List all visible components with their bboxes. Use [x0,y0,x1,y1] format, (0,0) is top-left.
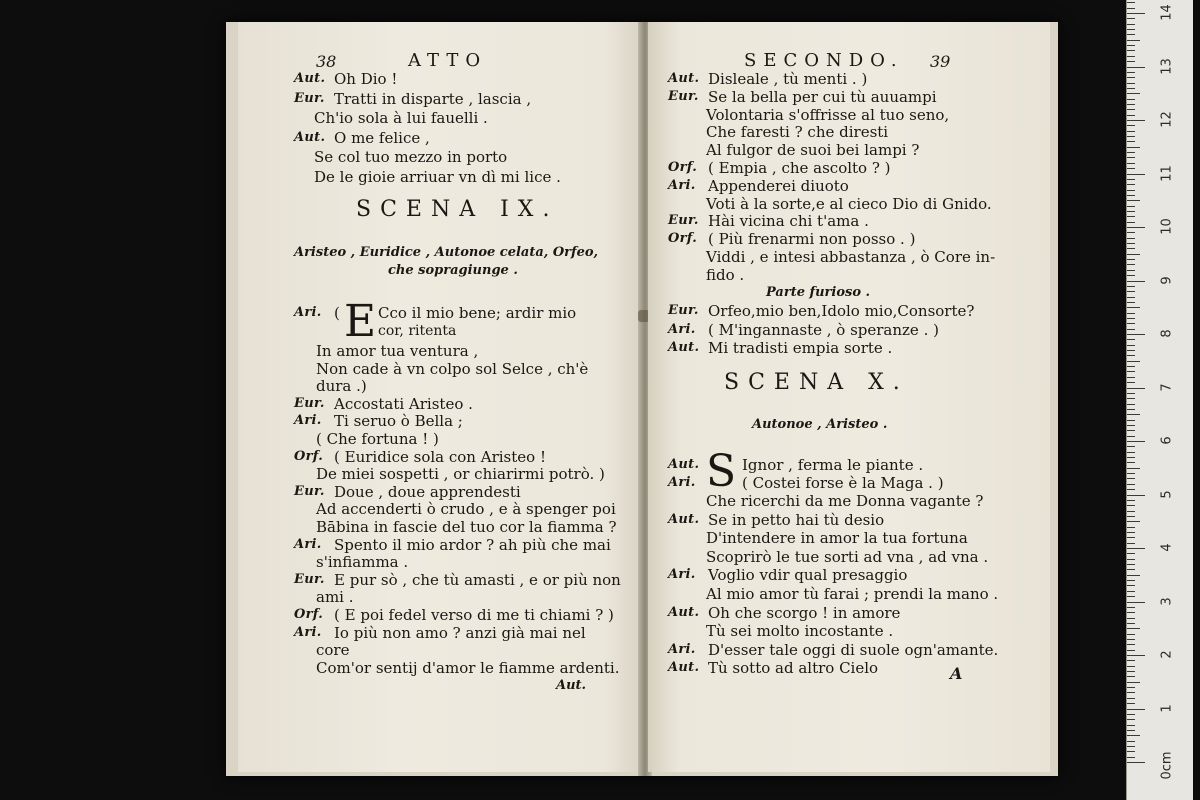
ruler-tick [1127,420,1135,421]
speaker-label: Ari. [294,305,322,320]
ruler-tick [1127,634,1135,635]
ruler-tick [1127,484,1135,485]
text-line: D'esser tale oggi di suole ogn'amante. [708,640,999,659]
ruler-tick [1127,532,1135,533]
ruler-tick [1127,50,1135,51]
ruler-tick [1127,302,1135,303]
ruler-tick [1127,206,1135,207]
ruler-tick [1127,639,1135,640]
ruler-tick [1127,259,1135,260]
text-line: ( Euridice sola con Aristeo ! [334,447,546,466]
text-line: O me felice , [334,128,430,147]
text-line: Ignor , ferma le piante . [742,456,924,474]
speaker-label: Eur. [294,571,325,587]
ruler-tick [1127,628,1140,629]
ruler-tick [1127,345,1135,346]
speaker-label: Aut. [668,71,700,86]
ruler-tick [1127,275,1135,276]
speaker-label: Orf. [294,448,324,464]
ruler-label: 4 [1159,543,1175,552]
ruler-tick [1127,99,1135,100]
text-line: Viddi , e intesi abbastanza , ò Core in- [706,248,996,266]
ruler-tick [1127,334,1145,335]
ruler-tick [1127,671,1135,672]
characters-list: Aristeo , Euridice , Autonoe celata, Orfeo, [294,245,599,260]
ruler-tick [1127,355,1135,356]
speaker-label: Orf. [668,160,698,175]
ruler-tick [1127,543,1135,544]
ruler-tick [1127,735,1140,736]
ruler-tick [1127,125,1135,126]
text-line: ( E poi fedel verso di me ti chiami ? ) [334,606,614,624]
drop-cap: S [706,446,737,497]
speaker-label: Aut. [294,71,326,86]
text-line: ( Costei forse è la Maga . ) [742,474,944,492]
stage-direction: Parte furioso . [766,285,871,300]
text-line: Voglio vdir qual presaggio [708,566,908,585]
ruler-tick [1127,216,1135,217]
ruler-tick [1127,29,1135,30]
text-line: Che faresti ? che diresti [706,123,889,142]
text-line: Disleale , tù menti . ) [708,70,868,88]
speaker-label: Ari. [294,413,322,429]
text-line: ( Più frenarmi non posso . ) [708,230,916,249]
ruler-tick [1127,2,1135,3]
text-line: Doue , doue apprendesti [334,482,521,501]
ruler-tick [1127,318,1135,319]
ruler-tick [1127,596,1135,597]
text-line: Mi tradisti empia sorte . [708,339,893,357]
text-line: Spento il mio ardor ? ah più che mai [334,535,611,554]
paren-open: ( [334,304,340,322]
ruler-tick [1127,8,1135,9]
ruler-tick [1127,559,1135,560]
ruler-tick [1127,644,1135,645]
speaker-label: Eur. [294,483,325,499]
ruler-tick [1127,307,1140,308]
ruler-tick [1127,575,1140,576]
ruler-tick [1127,313,1135,314]
text-line: Ch'io sola à lui fauelli . [314,109,488,127]
running-head: ATTO [408,50,488,71]
text-line: De miei sospetti , or chiarirmi potrò. ) [316,465,605,484]
ruler-tick [1127,168,1135,169]
speaker-label: Aut. [668,604,700,620]
ruler-tick [1127,195,1135,196]
text-line: Tratti in disparte , lascia , [334,89,532,108]
ruler-tick [1127,719,1135,720]
ruler-tick [1127,93,1140,94]
ruler-tick [1127,136,1135,137]
ruler-label: 14 [1159,4,1175,21]
text-line: Se la bella per cui tù auuampi [708,87,937,106]
text-line: Cco il mio bene; ardir mio [378,304,577,322]
ruler-tick [1127,682,1140,683]
measurement-ruler [1126,0,1193,800]
ruler-tick [1127,714,1135,715]
ruler-tick [1127,24,1135,25]
text-line: Hài vicina chi t'ama . [708,212,869,231]
speaker-label: Orf. [294,607,324,622]
text-line: s'infiamma . [316,553,409,572]
speaker-label: Ari. [668,641,696,657]
ruler-tick [1127,618,1135,619]
ruler-tick [1127,13,1145,14]
ruler-tick [1127,104,1135,105]
speaker-label: Aut. [668,660,700,676]
speaker-label: Ari. [294,624,322,640]
speaker-label: Eur. [294,395,325,411]
text-line: Voti à la sorte,e al cieco Dio di Gnido. [706,194,992,213]
text-line: core [316,641,350,660]
ruler-label: 3 [1159,596,1175,606]
speaker-label: Aut. [668,457,700,472]
ruler-tick [1127,425,1135,426]
ruler-tick [1127,88,1135,89]
speaker-label: Orf. [668,231,698,247]
ruler-label: 12 [1159,111,1175,128]
page-number: 38 [316,52,337,71]
open-book [226,22,1058,776]
text-line: Appenderei diuoto [708,176,849,195]
ruler-tick [1127,147,1140,148]
ruler-tick [1127,56,1135,57]
ruler-tick [1127,339,1135,340]
speaker-label: Ari. [668,475,696,490]
ruler-tick [1127,430,1135,431]
text-line: fido . [706,265,745,284]
ruler-label: 11 [1159,164,1175,182]
ruler-tick [1127,762,1145,763]
ruler-tick [1127,398,1135,399]
ruler-tick [1127,184,1135,185]
text-line: ( Empia , che ascolto ? ) [708,159,891,177]
ruler-tick [1127,687,1135,688]
scene-title: SCENA X. [724,370,909,395]
ruler-label: 9 [1159,275,1175,285]
ruler-label: 1 [1159,703,1175,713]
ruler-tick [1127,489,1135,490]
ruler-tick [1127,388,1145,389]
ruler-tick [1127,83,1135,84]
ruler-tick [1127,607,1135,608]
ruler-tick [1127,371,1135,372]
ruler-tick [1127,730,1135,731]
ruler-tick [1127,377,1135,378]
page-number: 39 [930,52,951,71]
ruler-tick [1127,602,1145,603]
drop-cap: E [344,296,377,347]
ruler-tick [1127,248,1135,249]
ruler-tick [1127,40,1140,41]
running-head: SECONDO. [744,50,904,71]
text-line: Ad accenderti ò crudo , e à spenger poi [316,500,616,519]
ruler-tick [1127,612,1135,613]
ruler-tick [1127,393,1135,394]
ruler-label: 8 [1159,329,1175,338]
ruler-tick [1127,34,1135,35]
scene-title: SCENA IX. [356,197,559,222]
ruler-label: 6 [1159,436,1175,445]
speaker-label: Aut. [668,511,700,527]
ruler-tick [1127,414,1140,415]
ruler-tick [1127,553,1135,554]
text-line: ami . [316,588,354,607]
characters-list-cont: che sopragiunge . [388,263,518,278]
left-page [238,22,644,772]
ruler-tick [1127,462,1135,463]
ruler-tick [1127,751,1135,752]
text-line: Oh Dio ! [334,70,398,88]
text-line: dura .) [316,377,367,396]
ruler-tick [1127,232,1135,233]
speaker-label: Eur. [668,303,699,318]
ruler-tick [1127,238,1135,239]
text-line: Non cade à vn colpo sol Selce , ch'è [316,359,589,378]
text-line: Com'or sentij d'amor le fiamme ardenti. [316,658,620,677]
ruler-tick [1127,222,1135,223]
ruler-tick [1127,452,1135,453]
text-line: Al fulgor de suoi bei lampi ? [706,141,920,160]
ruler-tick [1127,323,1135,324]
ruler-tick [1127,436,1135,437]
ruler-label: 5 [1159,489,1175,499]
text-line: Ti seruo ò Bella ; [334,412,463,431]
text-line: Io più non amo ? anzi già mai nel [334,623,586,642]
ruler-tick [1127,77,1135,78]
ruler-tick [1127,468,1140,469]
text-line: Se col tuo mezzo in porto [314,148,508,166]
ruler-tick [1127,441,1145,442]
text-line: In amor tua ventura , [316,342,479,360]
ruler-tick [1127,495,1145,496]
speaker-label: Ari. [668,567,696,583]
text-line: Accostati Aristeo . [334,394,473,413]
ruler-tick [1127,211,1135,212]
ruler-tick [1127,709,1145,710]
ruler-tick [1127,281,1145,282]
speaker-label: Aut. [668,340,700,355]
ruler-tick [1127,200,1140,201]
ruler-tick [1127,141,1135,142]
ruler-tick [1127,109,1135,110]
speaker-label: Eur. [668,213,699,229]
ruler-tick [1127,591,1135,592]
ruler-tick [1127,61,1135,62]
text-line: E pur sò , che tù amasti , e or più non [334,570,621,589]
ruler-tick [1127,179,1135,180]
ruler-tick [1127,227,1145,228]
ruler-tick [1127,409,1135,410]
text-line: Scoprirò le tue sorti ad vna , ad vna . [706,547,989,566]
ruler-tick [1127,163,1135,164]
text-line: Volontaria s'offrisse al tuo seno, [706,105,950,124]
ruler-tick [1127,473,1135,474]
ruler-label: 10 [1159,218,1175,235]
text-line: Tù sotto ad altro Cielo [708,659,879,678]
ruler-tick [1127,446,1135,447]
catchword: A [950,664,963,683]
ruler-label: 0cm [1159,751,1175,780]
speaker-label: Ari. [668,177,696,193]
ruler-tick [1127,757,1135,758]
ruler-tick [1127,264,1135,265]
ruler-tick [1127,623,1135,624]
speaker-label: Ari. [294,536,322,552]
ruler-tick [1127,746,1135,747]
speaker-label: Eur. [668,88,699,104]
ruler-tick [1127,190,1135,191]
text-line: D'intendere in amor la tua fortuna [706,529,968,548]
ruler-tick [1127,157,1135,158]
ruler-label: 13 [1159,57,1175,75]
ruler-tick [1127,382,1135,383]
ruler-tick [1127,457,1135,458]
ruler-label: 2 [1159,650,1175,659]
text-line: Oh che scorgo ! in amore [708,603,901,622]
ruler-tick [1127,692,1135,693]
ruler-tick [1127,725,1135,726]
text-line: ( M'ingannaste , ò speranze . ) [708,320,939,339]
ruler-tick [1127,511,1135,512]
ruler-tick [1127,655,1145,656]
ruler-tick [1127,152,1135,153]
ruler-tick [1127,703,1135,704]
ruler-tick [1127,521,1140,522]
ruler-tick [1127,366,1135,367]
text-line: ( Che fortuna ! ) [316,430,439,448]
ruler-tick [1127,350,1135,351]
ruler-tick [1127,297,1135,298]
ruler-tick [1127,548,1145,549]
ruler-tick [1127,585,1135,586]
text-line: Orfeo,mio ben,Idolo mio,Consorte? [708,302,975,320]
ruler-tick [1127,741,1135,742]
ruler-tick [1127,500,1135,501]
text-line: Al mio amor tù farai ; prendi la mano . [706,585,999,603]
ruler-tick [1127,243,1135,244]
ruler-tick [1127,270,1135,271]
ruler-tick [1127,527,1135,528]
text-line: De le gioie arriuar vn dì mi lice . [314,167,561,186]
ruler-tick [1127,115,1135,116]
characters-list: Autonoe , Aristeo . [752,417,888,432]
ruler-tick [1127,131,1135,132]
ruler-tick [1127,67,1145,68]
ruler-tick [1127,580,1135,581]
ruler-tick [1127,45,1135,46]
ruler-tick [1127,478,1135,479]
text-line: cor, ritenta [378,323,457,339]
text-line: Tù sei molto incostante . [706,622,894,641]
text-line: Bābina in fascie del tuo cor la fiamma ? [316,518,617,536]
ruler-label: 7 [1159,382,1175,392]
ruler-tick [1127,505,1135,506]
ruler-tick [1127,174,1145,175]
ruler-tick [1127,72,1135,73]
ruler-tick [1127,537,1135,538]
ruler-tick [1127,120,1145,121]
ruler-tick [1127,404,1135,405]
ruler-tick [1127,660,1135,661]
ruler-tick [1127,516,1135,517]
ruler-tick [1127,650,1135,651]
catchword: Aut. [556,678,587,693]
ruler-tick [1127,698,1135,699]
ruler-tick [1127,286,1135,287]
text-line: Se in petto hai tù desio [708,510,885,529]
speaker-label: Ari. [668,321,696,337]
ruler-tick [1127,569,1135,570]
ruler-tick [1127,329,1135,330]
text-line: Che ricerchi da me Donna vagante ? [706,492,984,510]
ruler-tick [1127,254,1140,255]
ruler-tick [1127,291,1135,292]
speaker-label: Aut. [294,129,326,145]
speaker-label: Eur. [294,90,325,106]
ruler-tick [1127,18,1135,19]
ruler-tick [1127,676,1135,677]
right-page [648,22,1050,772]
ruler-tick [1127,564,1135,565]
ruler-tick [1127,666,1135,667]
ruler-tick [1127,361,1140,362]
